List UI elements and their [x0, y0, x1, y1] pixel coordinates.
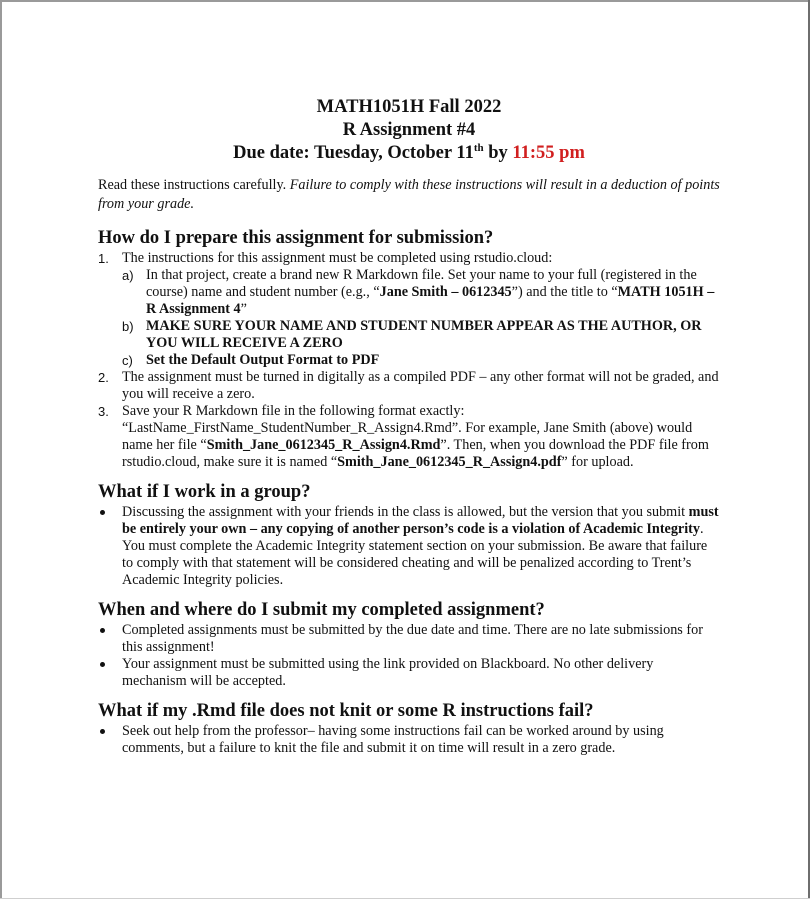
due-date-by: by [483, 143, 513, 163]
intro-paragraph [98, 176, 720, 214]
bullet-icon [100, 662, 105, 667]
heading-submit: When and where do I submit my completed assignment? [98, 600, 545, 620]
example-name: Jane Smith – 0612345 [379, 284, 512, 300]
heading-group: What if I work in a group? [98, 482, 311, 502]
group-text: Discussing the assignment with your friends in the class is allowed, but the version that you submit [122, 504, 689, 520]
item2-text: The assignment must be turned in digitally as a compiled PDF – any other format will not be graded, and you will receive a zero. [122, 369, 719, 402]
intro-warning: Failure to comply with these instructions will result in a deduction of points from your grade. [98, 177, 720, 212]
item1-text: The instructions for this assignment must be completed using rstudio.cloud: [122, 250, 553, 266]
example-pdf-filename: Smith_Jane_0612345_R_Assign4.pdf [337, 454, 562, 470]
list-item [122, 318, 720, 352]
list-marker: 3. [98, 404, 109, 419]
due-time: 11:55 pm [512, 143, 585, 163]
item3-text-2: ”. Then, when you download the PDF file from rstudio.cloud, make sure it is named “ [122, 437, 709, 470]
bullet-icon [100, 628, 105, 633]
submit-list [98, 622, 720, 690]
list-item [98, 369, 720, 403]
list-marker: 2. [98, 370, 109, 385]
list-marker: 1. [98, 251, 109, 266]
group-list [98, 504, 720, 589]
list-item [98, 403, 720, 471]
knit-list [98, 723, 720, 757]
page-edge-left [0, 0, 2, 899]
list-item [98, 622, 720, 656]
due-date-suffix: th [473, 141, 484, 154]
example-rmd-filename: Smith_Jane_0612345_R_Assign4.Rmd [206, 437, 441, 453]
bullet-icon [100, 510, 105, 515]
output-format-instruction: Set the Default Output Format to PDF [146, 352, 380, 368]
due-date-line [98, 142, 720, 165]
list-item [122, 267, 720, 318]
list-item [98, 723, 720, 757]
submit-blackboard-text: Your assignment must be submitted using the link provided on Blackboard. No other delivery mechanism will be accepted. [122, 656, 654, 689]
heading-prepare: How do I prepare this assignment for submission? [98, 228, 494, 248]
submit-deadline-text: Completed assignments must be submitted by the due date and time. There are no late submissions for this assignment! [122, 622, 703, 655]
due-date-prefix: Due date: Tuesday, October 11 [233, 143, 474, 163]
sub-a-text-3: ” [240, 301, 247, 317]
bullet-icon [100, 729, 105, 734]
sub-a-text-2: ”) and the title to “ [511, 284, 618, 300]
list-item [98, 504, 720, 589]
knit-help-text: Seek out help from the professor– having some instructions fail can be worked around by using comments, but a failure to knit the file and submit it on time will result in a zero grade. [122, 723, 664, 756]
list-marker: b) [122, 319, 134, 334]
course-title: MATH1051H Fall 2022 [316, 97, 502, 117]
prepare-list [98, 250, 720, 471]
list-item [122, 352, 720, 369]
sub-list [122, 267, 720, 369]
list-item [98, 250, 720, 369]
list-marker: c) [122, 353, 133, 368]
item3-text: Save your R Markdown file in the following format exactly: “LastName_FirstName_StudentNumber_R_Assign4.Rmd”. For example, Jane Smith (above) would name her file “ [122, 403, 693, 453]
document-page [98, 96, 720, 757]
sub-a-text: In that project, create a brand new R Markdown file. Set your name to your full (registered in the course) name and student number (e.g., “ [146, 267, 697, 300]
title-block [98, 96, 720, 165]
page-edge-top [0, 0, 810, 2]
list-marker: a) [122, 268, 134, 283]
item3-text-3: ” for upload. [561, 454, 634, 470]
group-text-2: . You must complete the Academic Integrity statement section on your submission. Be aware that failure to comply with that statement will be considered cheating and will be penalized according to Trent’s Academic Integrity policies. [122, 521, 708, 588]
example-title: MATH 1051H – R Assignment 4 [146, 284, 715, 317]
heading-knit: What if my .Rmd file does not knit or some R instructions fail? [98, 701, 594, 721]
author-warning: MAKE SURE YOUR NAME AND STUDENT NUMBER APPEAR AS THE AUTHOR, OR YOU WILL RECEIVE A ZERO [146, 318, 702, 351]
list-item [98, 656, 720, 690]
integrity-warning: must be entirely your own – any copying of another person’s code is a violation of Academic Integrity [122, 504, 719, 537]
assignment-title: R Assignment #4 [342, 120, 476, 140]
intro-plain: Read these instructions carefully. [98, 177, 290, 193]
